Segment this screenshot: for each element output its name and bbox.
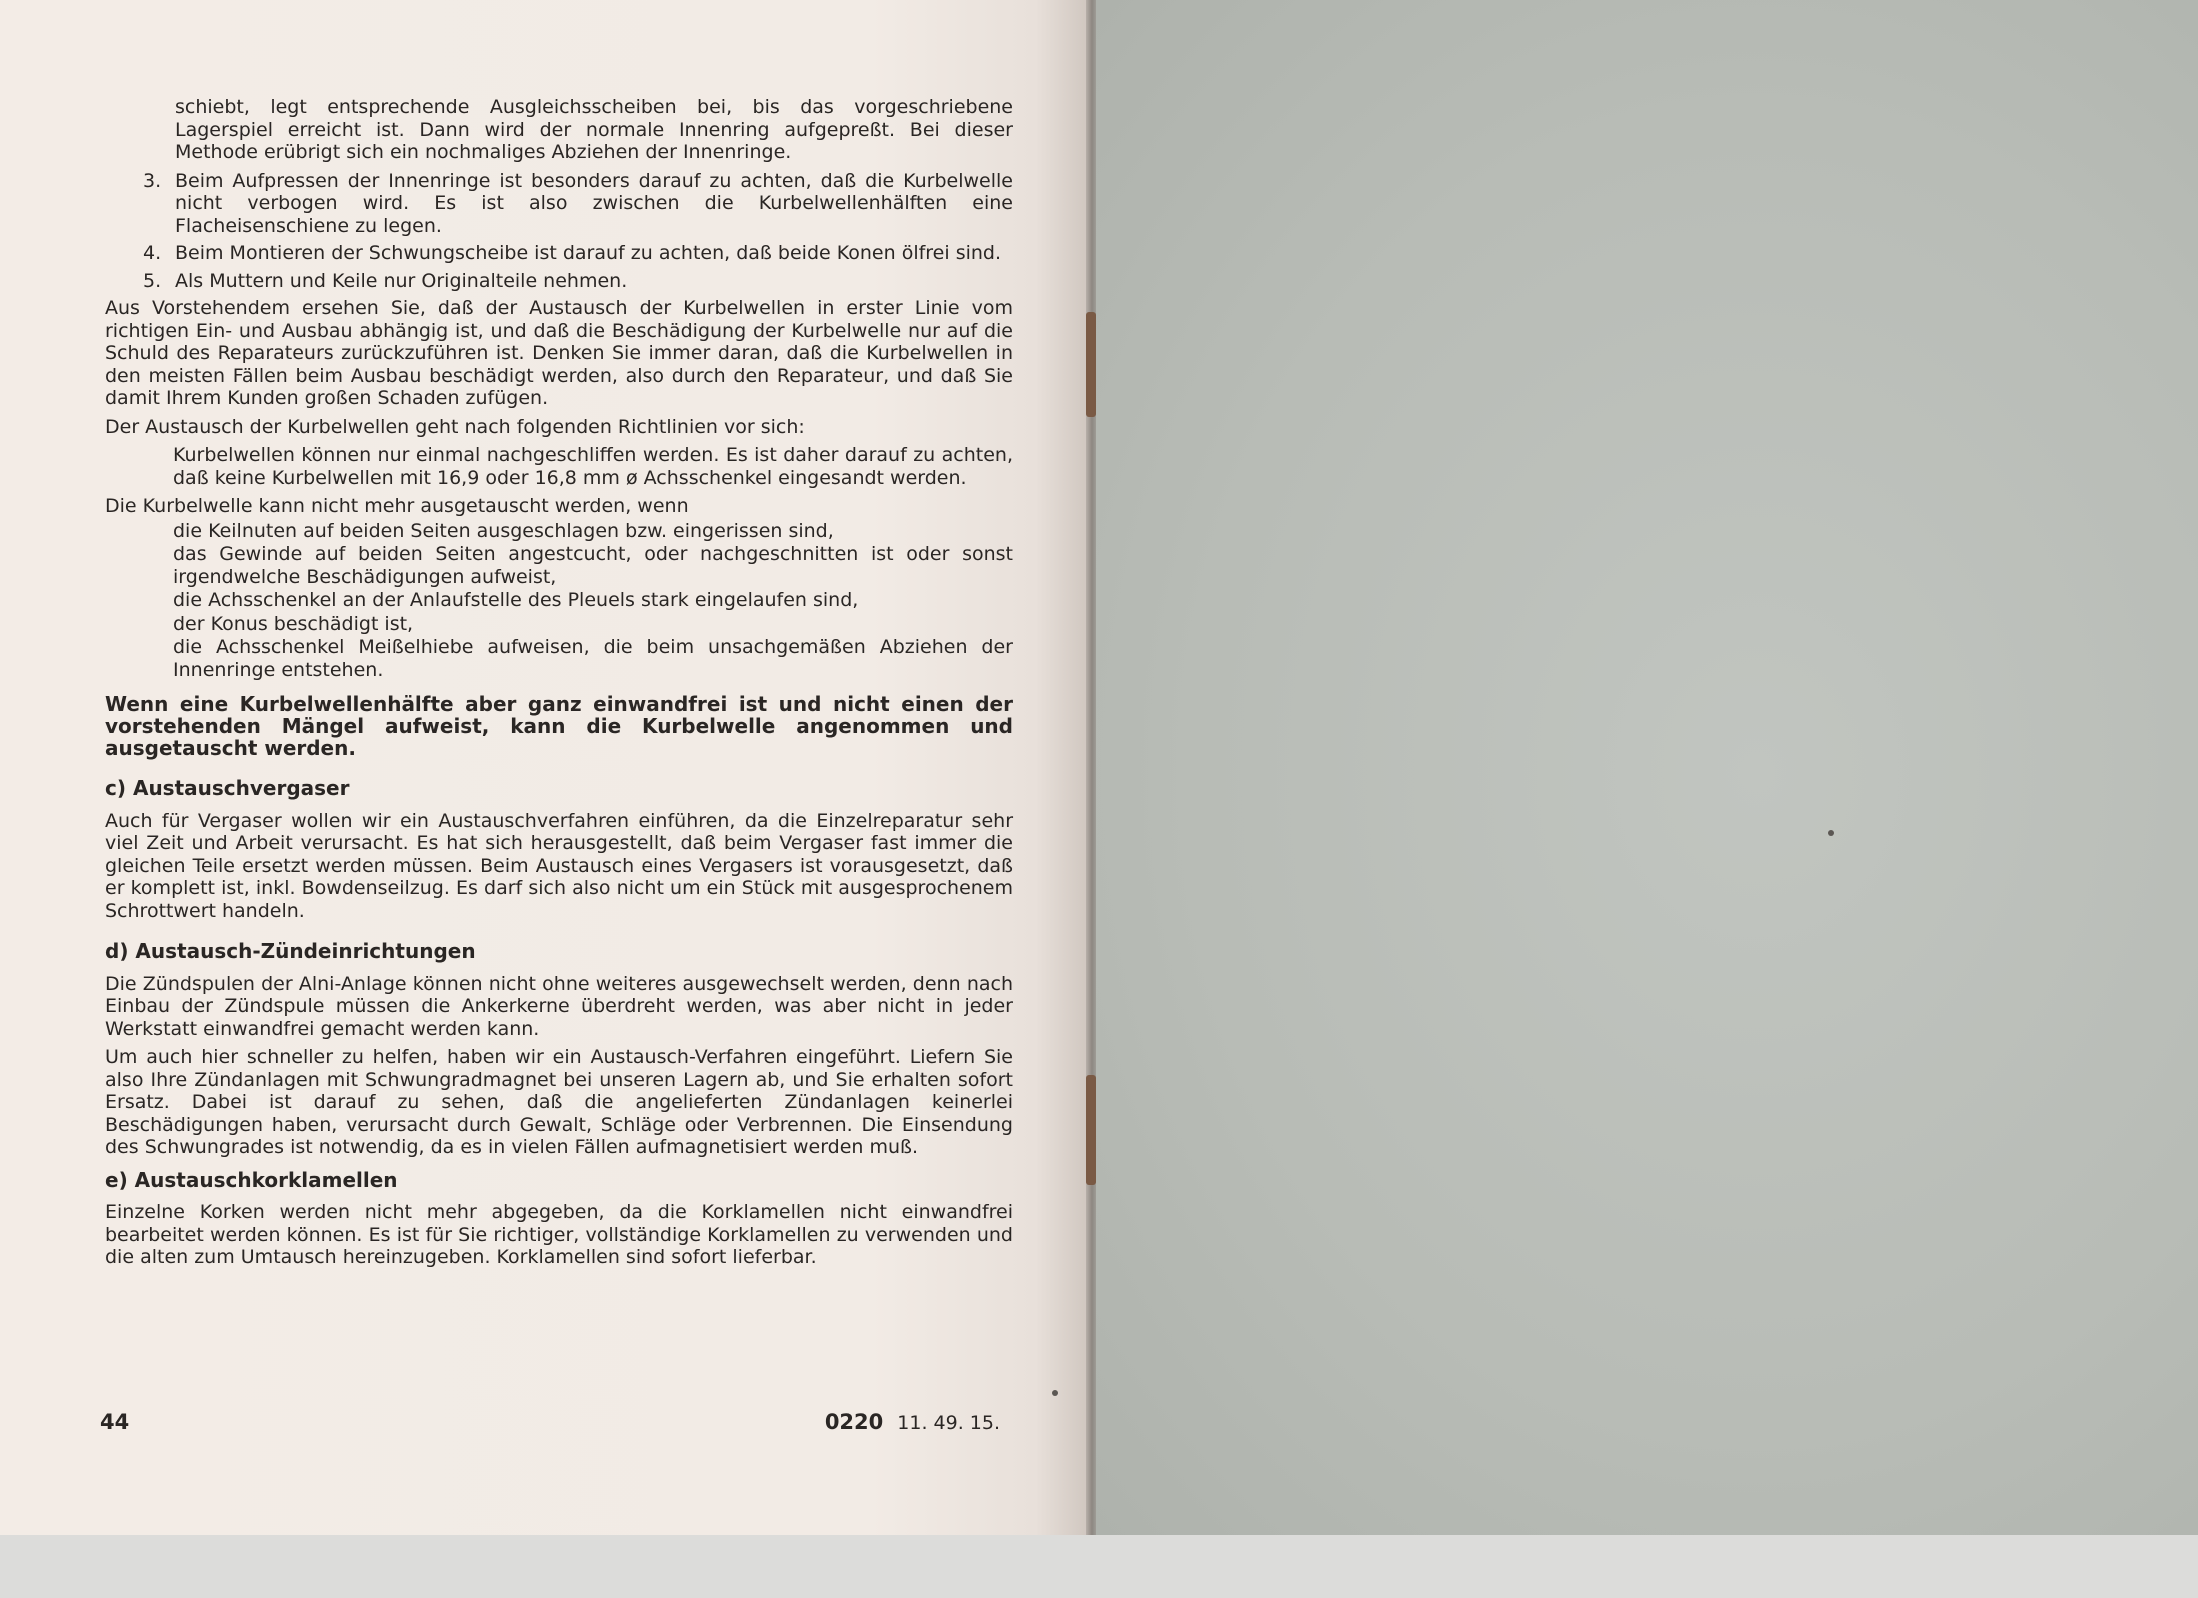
page-text <box>105 96 1013 1275</box>
ink-speck <box>1052 1390 1058 1396</box>
paragraph-korklamellen: Einzelne Korken werden nicht mehr abgegeben, da die Korklamellen nicht einwandfrei bearbeitet werden können. Es ist für Sie richtiger, vollständige Korklamellen zu verwenden und die alten zum Umtausch hereinzugeben. Korklamellen sind sofort lieferbar. <box>105 1201 1013 1268</box>
item-number: 4. <box>143 242 162 264</box>
paragraph-austausch-verfahren: Um auch hier schneller zu helfen, haben wir ein Austausch-Verfahren eingeführt. Liefern Sie also Ihre Zündanlagen mit Schwungradmagnet bei unseren Lagern ab, und Sie erhalten sofort Ersatz. Dabei ist darauf zu sehen, daß die angelieferten Zündanlagen keinerlei Beschädigungen haben, verursacht durch Gewalt, Schläge oder Verbrennen. Die Einsendung des Schwungrades ist notwendig, da es in vielen Fällen aufmagnetisiert werden muß. <box>105 1046 1013 1158</box>
condition-item: das Gewinde auf beiden Seiten angestcucht, oder nachgeschnitten ist oder sonst irgendwelche Beschädigungen aufweist, <box>173 543 1013 588</box>
item-text: Beim Montieren der Schwungscheibe ist darauf zu achten, daß beide Konen ölfrei sind. <box>175 242 1002 264</box>
left-page <box>0 0 1090 1535</box>
heading-korklamellen: e) Austauschkorklamellen <box>105 1167 398 1192</box>
staple-bottom <box>1086 1075 1096 1185</box>
condition-item: die Achsschenkel Meißelhiebe aufweisen, die beim unsachgemäßen Abziehen der Innenringe entstehen. <box>173 636 1013 681</box>
paragraph-nicht-mehr: Die Kurbelwelle kann nicht mehr ausgetauscht werden, wenn <box>105 495 689 517</box>
item-text: Als Muttern und Keile nur Originalteile nehmen. <box>175 269 628 292</box>
item-number: 3. <box>143 169 162 192</box>
bold-statement: Wenn eine Kurbelwellenhälfte aber ganz einwandfrei ist und nicht einen der vorstehenden Mängel aufweist, kann die Kurbelwelle angenommen und ausgetauscht werden. <box>105 692 1013 760</box>
numbered-item-4 <box>143 242 1013 265</box>
conditions-list <box>173 520 1013 682</box>
heading-austauschvergaser: c) Austauschvergaser <box>105 776 350 800</box>
print-code <box>825 1410 1000 1434</box>
numbered-item-5 <box>143 270 1013 293</box>
page-number: 44 <box>100 1410 130 1434</box>
condition-item: der Konus beschädigt ist, <box>173 612 414 635</box>
right-page-blank <box>1096 0 2198 1545</box>
continuation-paragraph: schiebt, legt entsprechende Ausgleichsscheiben bei, bis das vorgeschriebene Lagerspiel erreicht ist. Dann wird der normale Innenring aufgepreßt. Bei dieser Methode erübrigt sich ein nochmaliges Abziehen der Innenringe. <box>175 96 1013 163</box>
condition-item: die Achsschenkel an der Anlaufstelle des Pleuels stark eingelaufen sind, <box>173 589 859 611</box>
paragraph-zuendspulen: Die Zündspulen der Alni-Anlage können nicht ohne weiteres ausgewechselt werden, denn nach Einbau der Zündspule müssen die Ankerkerne überdreht werden, was aber nicht in jeder Werkstatt einwandfrei gemacht werden kann. <box>105 972 1013 1040</box>
paragraph-richtlinien: Der Austausch der Kurbelwellen geht nach folgenden Richtlinien vor sich: <box>105 415 805 438</box>
item-number: 5. <box>143 269 162 292</box>
numbered-item-3 <box>143 170 1013 238</box>
paragraph-vergaser: Auch für Vergaser wollen wir ein Austauschverfahren einführen, da die Einzelreparatur sehr viel Zeit und Arbeit verursacht. Es hat sich herausgestellt, daß beim Vergaser fast immer die gleichen Teile ersetzt werden müssen. Beim Austausch eines Vergasers ist vorausgesetzt, daß er komplett ist, inkl. Bowdenseilzug. Es darf sich also nicht um ein Stück mit ausgesprochenem Schrottwert handeln. <box>105 809 1013 922</box>
paragraph-austausch: Aus Vorstehendem ersehen Sie, daß der Austausch der Kurbelwellen in erster Linie vom richtigen Ein- und Ausbau abhängig ist, und daß die Beschädigung der Kurbelwelle nur auf die Schuld des Reparateurs zurückzuführen ist. Denken Sie immer daran, daß die Kurbelwellen in den meisten Fällen beim Ausbau beschädigt werden, also durch den Reparateur, und daß Sie damit Ihrem Kunden großen Schaden zufügen. <box>105 297 1013 409</box>
scan-background <box>0 1535 2198 1598</box>
paper-speck <box>1828 830 1834 836</box>
staple-top <box>1086 312 1096 417</box>
print-code-number: 0220 <box>824 1410 884 1434</box>
print-code-date: 11. 49. 15. <box>897 1412 1000 1434</box>
paragraph-nachgeschliffen: Kurbelwellen können nur einmal nachgeschliffen werden. Es ist daher darauf zu achten, daß keine Kurbelwellen mit 16,9 oder 16,8 mm ø Achsschenkel eingesandt werden. <box>173 444 1013 489</box>
heading-zuendeinrichtungen: d) Austausch-Zündeinrichtungen <box>105 939 476 963</box>
condition-item: die Keilnuten auf beiden Seiten ausgeschlagen bzw. eingerissen sind, <box>173 519 834 542</box>
item-text: Beim Aufpressen der Innenringe ist besonders darauf zu achten, daß die Kurbelwelle nicht verbogen wird. Es ist also zwischen die Kurbelwellenhälften eine Flacheisenschiene zu legen. <box>175 169 1013 237</box>
